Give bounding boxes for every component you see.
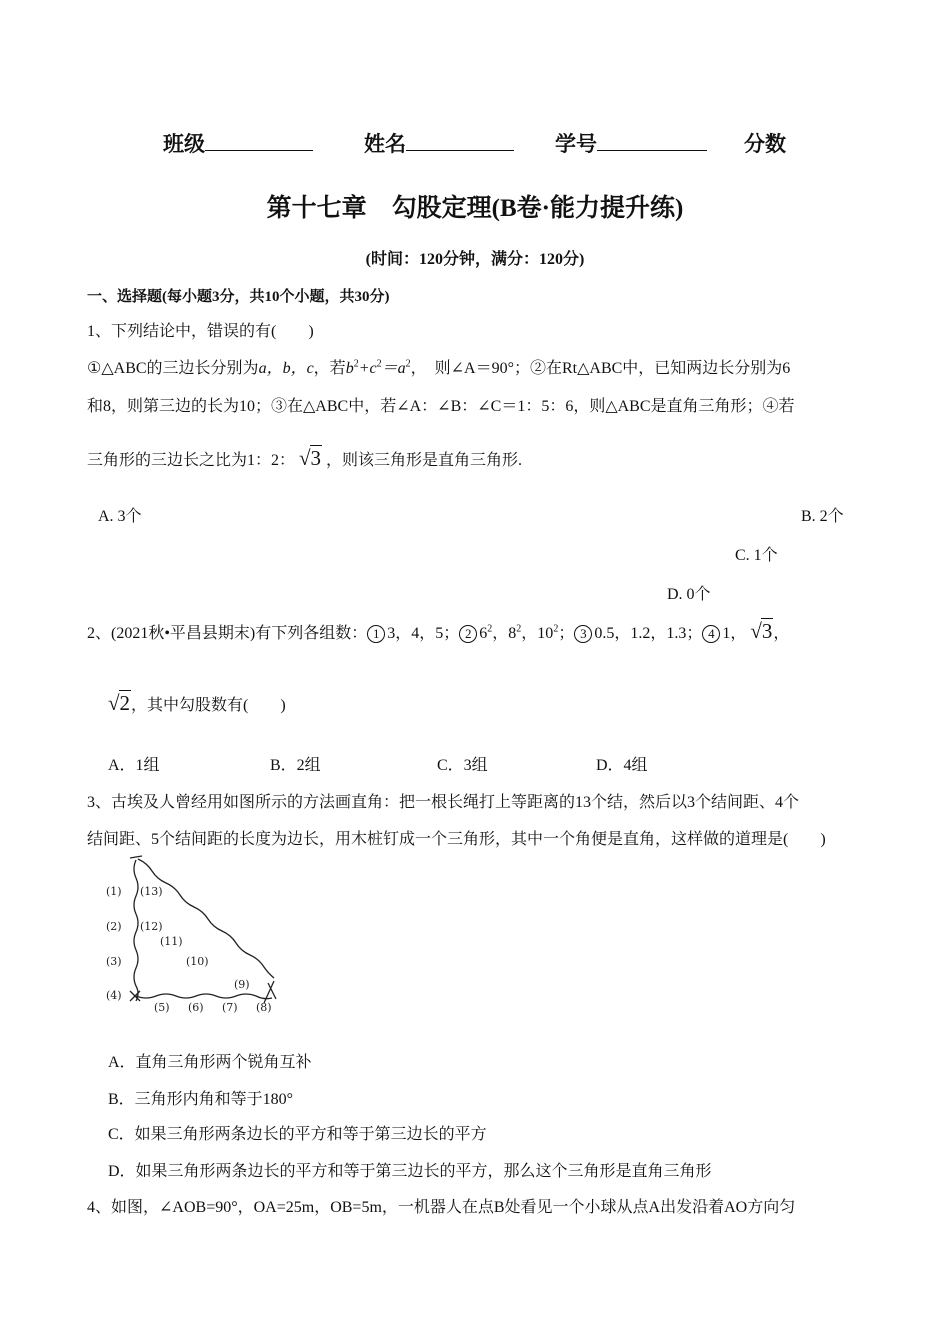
name-blank xyxy=(406,130,514,151)
q2-option-d: D．4组 xyxy=(596,757,648,774)
knot-7: (7) xyxy=(222,1001,238,1014)
knot-12: (12) xyxy=(140,920,163,933)
circled-4: 4 xyxy=(702,625,720,643)
q3-line2: 结间距、5个结间距的长度为边长，用木桩钉成一个三角形，其中一个角便是直角，这样做的道理是( ) xyxy=(87,831,826,848)
q1-option-b: B. 2个 xyxy=(801,508,844,525)
page-subtitle: (时间：120分钟，满分：120分) xyxy=(365,251,585,268)
rope-horizontal xyxy=(136,994,272,999)
sqrt2-symbol: √2 xyxy=(108,691,131,715)
knot-2: (2) xyxy=(106,920,122,933)
q1-line1: ①△ABC的三边长分别为a，b，c，若$b^2+c^2=a^2$， 则∠A＝90°；②在Rt△ABC中，已知两边长分别为6 xyxy=(87,358,791,377)
q2-line2: √2，其中勾股数有( ) xyxy=(108,691,286,715)
peg-corner xyxy=(130,991,140,1001)
q2-option-b: B．2组 xyxy=(270,757,321,774)
q3-option-a: A．直角三角形两个锐角互补 xyxy=(108,1054,312,1071)
circled-2: 2 xyxy=(459,625,477,643)
q2-line1: 2、(2021秋•平昌县期末)有下列各组数： 1 3，4，5； 2 $6^2$，$8^2$，$10^2$； 3 0.5，1.2，1.3； 4 1， √3， xyxy=(87,619,790,643)
number-field xyxy=(555,128,707,158)
knot-5: (5) xyxy=(154,1001,170,1014)
q1-option-c: C. 1个 xyxy=(735,547,778,564)
score-field xyxy=(744,128,786,158)
knot-10: (10) xyxy=(186,955,209,968)
circled-3: 3 xyxy=(574,625,592,643)
knot-4: (4) xyxy=(106,989,122,1002)
q1-line2: 和8，则第三边的长为10；③在△ABC中，若∠A：∠B：∠C＝1：5：6，则△ABC是直角三角形；④若 xyxy=(87,398,795,415)
q2-option-a: A．1组 xyxy=(108,757,160,774)
q1-eq-b: b xyxy=(345,360,354,377)
class-label: 班级 xyxy=(163,132,205,156)
peg-top xyxy=(130,856,142,858)
section-heading: 一、选择题(每小题3分，共10个小题，共30分) xyxy=(87,289,390,305)
q1-line3: 三角形的三边长之比为1：2： √3 ，则该三角形是直角三角形. xyxy=(87,446,523,470)
circled-1: 1 xyxy=(367,625,385,643)
q3-option-c: C．如果三角形两条边长的平方和等于第三边长的平方 xyxy=(108,1126,487,1143)
number-label: 学号 xyxy=(555,132,597,156)
page-title: 第十七章 勾股定理(B卷·能力提升练) xyxy=(266,195,684,222)
knot-8: (8) xyxy=(256,1001,272,1014)
number-blank xyxy=(597,130,707,151)
class-blank xyxy=(205,130,313,151)
name-label: 姓名 xyxy=(364,132,406,156)
knot-6: (6) xyxy=(188,1001,204,1014)
rope-vertical xyxy=(134,860,138,1001)
q1-vars: a，b，c xyxy=(258,360,314,377)
name-field xyxy=(364,128,514,158)
q3-line1: 3、古埃及人曾经用如图所示的方法画直角：把一根长绳打上等距离的13个结，然后以3个结间距、4个 xyxy=(87,794,800,811)
peg-right xyxy=(264,981,276,1003)
q3-option-b: B．三角形内角和等于180° xyxy=(108,1091,294,1108)
knot-3: (3) xyxy=(106,955,122,968)
sqrt3-symbol: √3 xyxy=(299,446,322,470)
q2-option-c: C．3组 xyxy=(437,757,488,774)
q4-line1: 4、如图，∠AOB=90°，OA=25m，OB=5m，一机器人在点B处看见一个小球从点A出发沿着AO方向匀 xyxy=(87,1199,796,1216)
knot-1: (1) xyxy=(106,885,122,898)
class-field xyxy=(163,128,313,158)
q1-option-d: D. 0个 xyxy=(667,586,711,603)
q1-option-a: A. 3个 xyxy=(98,508,142,525)
rope-triangle-figure xyxy=(100,855,285,1015)
knot-11: (11) xyxy=(160,935,183,948)
knot-9: (9) xyxy=(234,978,250,991)
q3-option-d: D．如果三角形两条边长的平方和等于第三边长的平方，那么这个三角形是直角三角形 xyxy=(108,1163,712,1180)
q1-stem: 1、下列结论中，错误的有( ) xyxy=(87,323,314,340)
sqrt3-symbol-q2: √3 xyxy=(750,619,773,643)
knot-13: (13) xyxy=(140,885,163,898)
score-label: 分数 xyxy=(744,132,786,156)
